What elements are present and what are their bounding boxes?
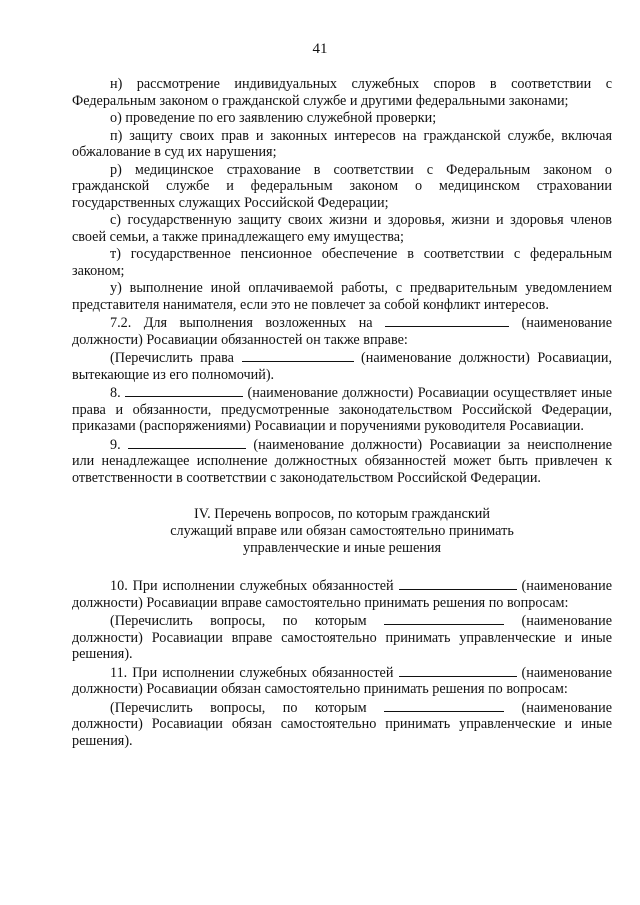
paragraph-8-text: (наименование должности) Росавиации осуществляет иные права и обязанности, предусмотренные законодательством Российской Федерации, приказами (распоряжениями) Росавиации и поручениями руководителя Росавиации. (72, 385, 613, 434)
paragraph-8-number: 8. (110, 385, 121, 401)
section-heading (72, 506, 612, 557)
list-item-n: н) рассмотрение индивидуальных служебных споров в соответствии с Федеральным законом о гражданской службе и другими федеральными законами; (72, 76, 612, 109)
section-heading-line: управленческие и иные решения (243, 540, 441, 556)
paragraph-10-list (72, 612, 612, 663)
section-heading-line: IV. Перечень вопросов, по которым гражданский (194, 506, 490, 522)
paragraph-10-list-rest: (наименование должности) Росавиации вправе самостоятельно принимать управленческие и иные решения). (72, 613, 612, 662)
paragraph-10-list-lead: (Перечислить вопросы, по которым (110, 613, 367, 629)
page-number: 41 (312, 41, 328, 57)
paragraph-11-list (72, 699, 612, 750)
paragraph-7-2 (72, 314, 612, 348)
document-body (72, 76, 612, 750)
paragraph-8 (72, 384, 612, 435)
paragraph-10-lead: 10. При исполнении служебных обязанностей (110, 578, 394, 594)
list-item-s: с) государственную защиту своих жизни и здоровья, жизни и здоровья членов своей семьи, а также принадлежащего ему имущества; (72, 212, 612, 245)
paragraph-7-2-list (72, 349, 612, 383)
fill-blank (399, 577, 517, 590)
list-item-o: о) проведение по его заявлению служебной проверки; (110, 110, 437, 126)
paragraph-10 (72, 577, 612, 611)
fill-blank (385, 314, 509, 327)
paragraph-9 (72, 436, 612, 487)
list-item-r: р) медицинское страхование в соответствии с Федеральным законом о гражданской службе и федеральным законом о медицинском страховании государственных служащих Российской Федерации; (72, 161, 612, 211)
paragraph-11-list-lead: (Перечислить вопросы, по которым (110, 699, 367, 716)
paragraph-11-lead: 11. При исполнении служебных обязанностей (110, 664, 394, 681)
paragraph-11-rest: (наименование должности) Росавиации обязан самостоятельно принимать решения по вопросам: (72, 664, 613, 697)
paragraph-10-rest: (наименование должности) Росавиации вправе самостоятельно принимать решения по вопросам: (72, 578, 613, 611)
paragraph-9-number: 9. (110, 436, 121, 453)
paragraph-7-2-lead: 7.2. Для выполнения возложенных на (110, 315, 373, 331)
fill-blank (399, 664, 517, 677)
list-item-u: у) выполнение иной оплачиваемой работы, с предварительным уведомлением представителя нанимателя, если это не повлечет за собой конфликт интересов. (72, 280, 612, 313)
fill-blank (384, 699, 504, 712)
list-item-p: п) защиту своих прав и законных интересов на гражданской службе, включая обжалование в суд их нарушения; (72, 127, 612, 160)
paragraph-11 (72, 664, 612, 698)
fill-blank (384, 612, 504, 625)
paragraph-7-2-rest: (наименование должности) Росавиации обязанностей он также вправе: (72, 315, 612, 348)
paragraph-7-2-list-lead: (Перечислить права (110, 350, 234, 366)
list-item-t: т) государственное пенсионное обеспечение в соответствии с федеральным законом; (72, 246, 612, 279)
paragraph-7-2-list-rest: (наименование должности) Росавиации, вытекающие из его полномочий). (72, 350, 613, 383)
paragraph-9-text: (наименование должности) Росавиации за неисполнение или ненадлежащее исполнение должностных обязанностей может быть привлечен к ответственности в соответствии с законодательством Российской Федерации. (72, 436, 613, 486)
paragraph-11-list-rest: (наименование должности) Росавиации обязан самостоятельно принимать управленческие и иные решения). (72, 699, 612, 749)
fill-blank (125, 384, 243, 397)
fill-blank (242, 349, 354, 362)
section-heading-line: служащий вправе или обязан самостоятельно принимать (170, 523, 514, 539)
fill-blank (128, 436, 246, 449)
